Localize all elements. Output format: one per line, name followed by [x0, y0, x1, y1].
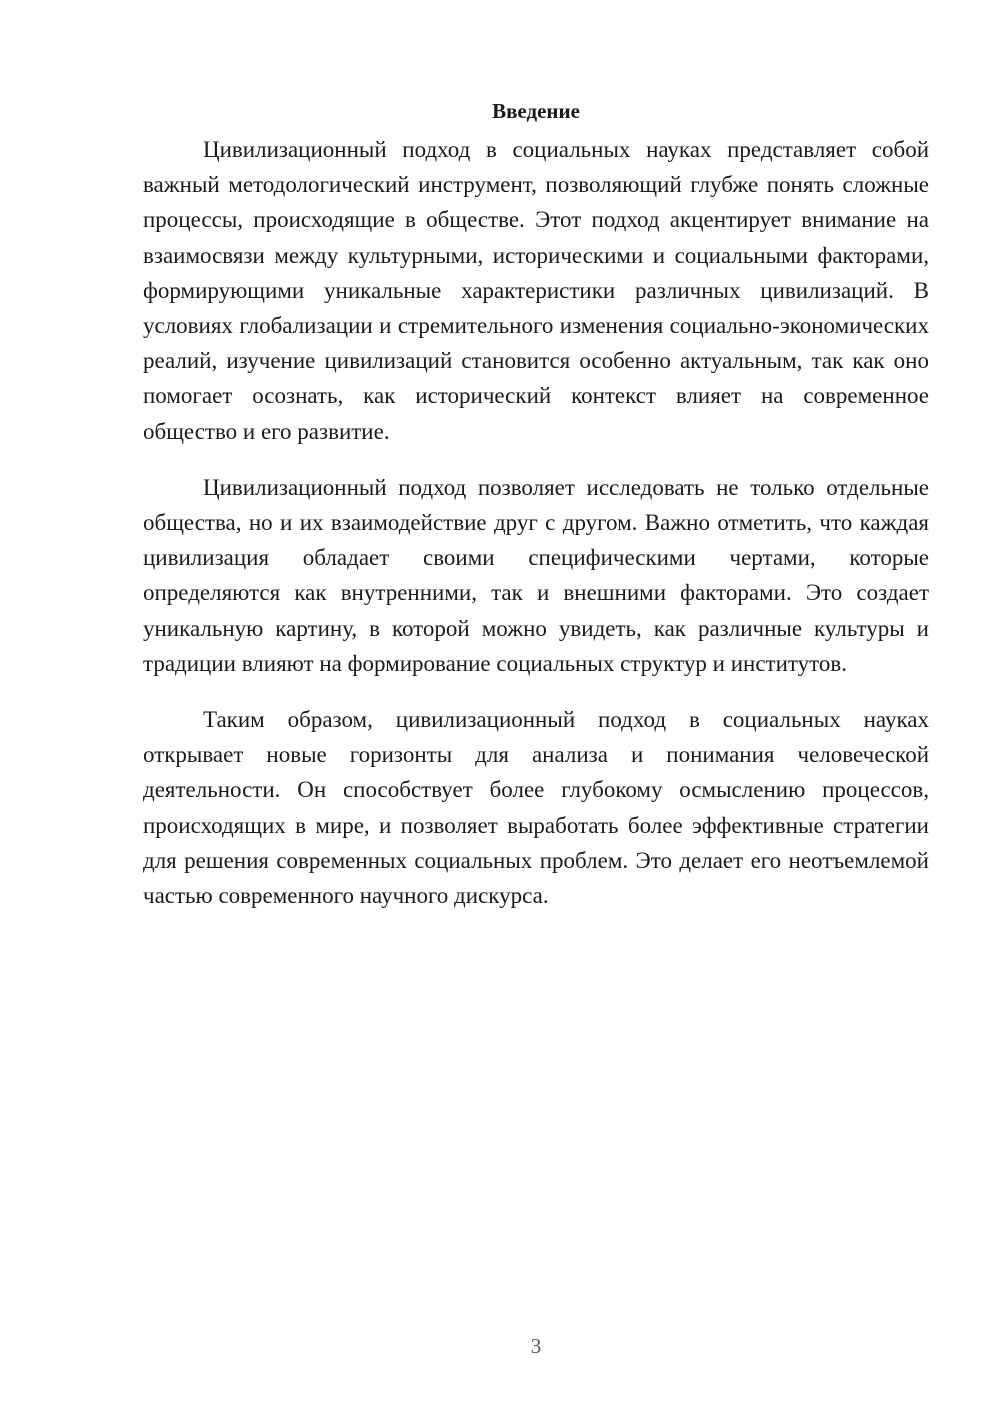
page-content [143, 96, 929, 934]
paragraph-2: Цивилизационный подход позволяет исследовать не только отдельные общества, но и их взаимодействие друг с другом. Важно отметить, что каждая цивилизация обладает своими специфическими чертами, которые определяются как внутренними, так и внешними факторами. Это создает уникальную картину, в которой можно увидеть, как различные культуры и традиции влияют на формирование социальных структур и институтов. [143, 474, 929, 676]
paragraph-1: Цивилизационный подход в социальных науках представляет собой важный методологический инструмент, позволяющий глубже понять сложные процессы, происходящие в обществе. Этот подход акцентирует внимание на взаимосвязи между культурными, историческими и социальными факторами, формирующими уникальные характеристики различных цивилизаций. В условиях глобализации и стремительного изменения социально-экономических реалий, изучение цивилизаций становится особенно актуальным, так как оно помогает осознать, как исторический контекст влияет на современное общество и его развитие. [143, 137, 929, 444]
page-number: 3 [530, 1334, 542, 1358]
section-heading: Введение [492, 99, 580, 123]
paragraph-3: Таким образом, цивилизационный подход в социальных науках открывает новые горизонты для анализа и понимания человеческой деятельности. Он способствует более глубокому осмыслению процессов, происходящих в мире, и позволяет выработать более эффективные стратегии для решения современных социальных проблем. Это делает его неотъемлемой частью современного научного дискурса. [143, 707, 929, 909]
